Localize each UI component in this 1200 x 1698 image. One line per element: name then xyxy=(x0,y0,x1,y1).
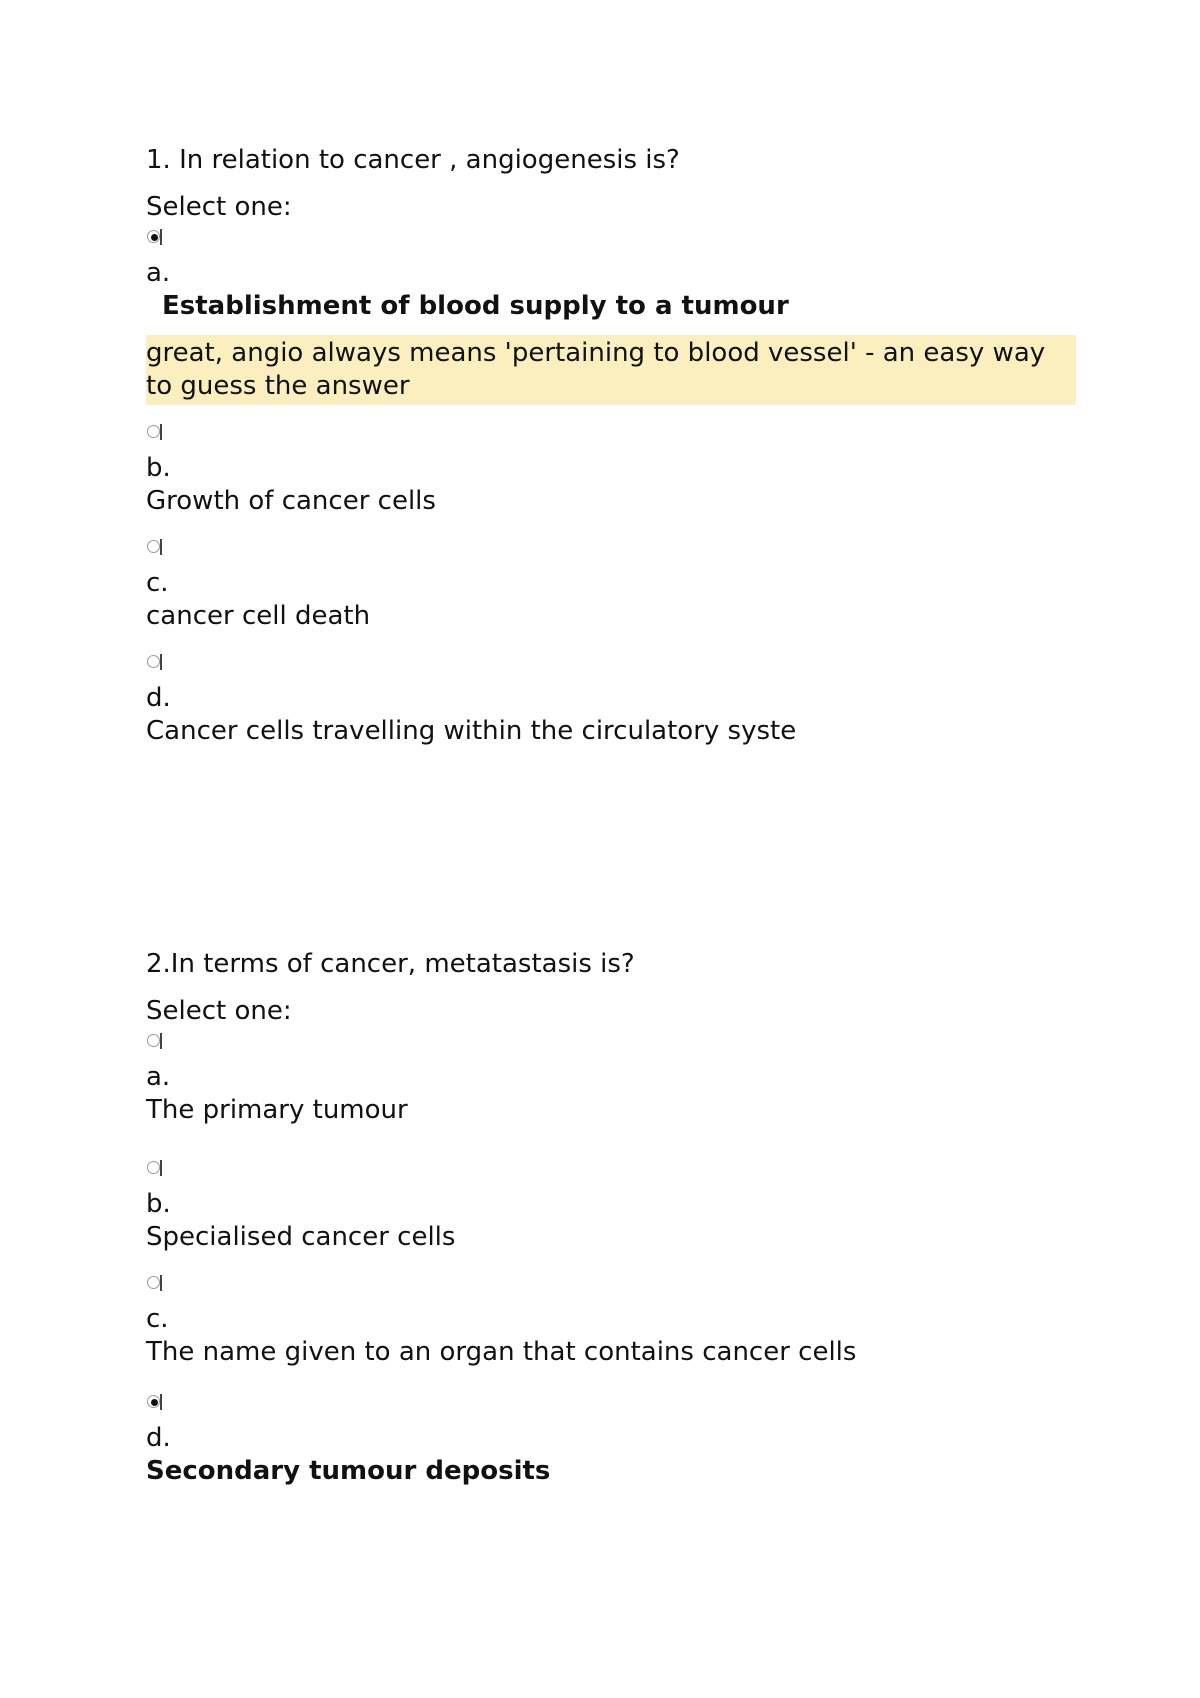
feedback-box: great, angio always means 'pertaining to blood vessel' - an easy way to guess the answer xyxy=(146,335,1076,405)
radio-selected-icon[interactable] xyxy=(146,1393,163,1411)
radio-unselected-icon[interactable] xyxy=(146,423,163,441)
question-text: 2.In terms of cancer, metatastasis is? xyxy=(146,949,635,979)
option-text: Growth of cancer cells xyxy=(146,486,436,516)
option-letter: a. xyxy=(146,258,171,288)
option-letter: b. xyxy=(146,1189,171,1219)
select-one-label: Select one: xyxy=(146,996,292,1026)
option-letter: c. xyxy=(146,1304,169,1334)
option-a[interactable] xyxy=(146,1028,1066,1127)
option-b[interactable] xyxy=(146,1155,1066,1254)
question-1 xyxy=(146,144,1066,764)
option-text: The primary tumour xyxy=(146,1095,408,1125)
select-one-label: Select one: xyxy=(146,192,292,222)
option-text: The name given to an organ that contains cancer cells xyxy=(146,1337,857,1367)
option-letter: a. xyxy=(146,1062,171,1092)
option-letter: b. xyxy=(146,453,171,483)
radio-unselected-icon[interactable] xyxy=(146,1274,163,1292)
option-letter: d. xyxy=(146,683,171,713)
radio-unselected-icon[interactable] xyxy=(146,538,163,556)
option-letter: c. xyxy=(146,568,169,598)
option-text: Specialised cancer cells xyxy=(146,1222,456,1252)
option-b[interactable] xyxy=(146,419,1066,518)
option-d[interactable] xyxy=(146,1389,1066,1488)
option-text: Cancer cells travelling within the circulatory syste xyxy=(146,716,797,746)
option-text: Secondary tumour deposits xyxy=(146,1456,551,1486)
option-d[interactable] xyxy=(146,649,1066,748)
option-c[interactable] xyxy=(146,534,1066,633)
option-text: Establishment of blood supply to a tumour xyxy=(162,291,789,321)
option-letter: d. xyxy=(146,1423,171,1453)
question-2 xyxy=(146,948,1066,1504)
question-text: 1. In relation to cancer , angiogenesis is? xyxy=(146,145,680,175)
option-a[interactable] xyxy=(146,224,1066,323)
radio-unselected-icon[interactable] xyxy=(146,1032,163,1050)
radio-unselected-icon[interactable] xyxy=(146,653,163,671)
radio-unselected-icon[interactable] xyxy=(146,1159,163,1177)
option-c[interactable] xyxy=(146,1270,1066,1369)
radio-selected-icon[interactable] xyxy=(146,228,163,246)
option-text: cancer cell death xyxy=(146,601,371,631)
